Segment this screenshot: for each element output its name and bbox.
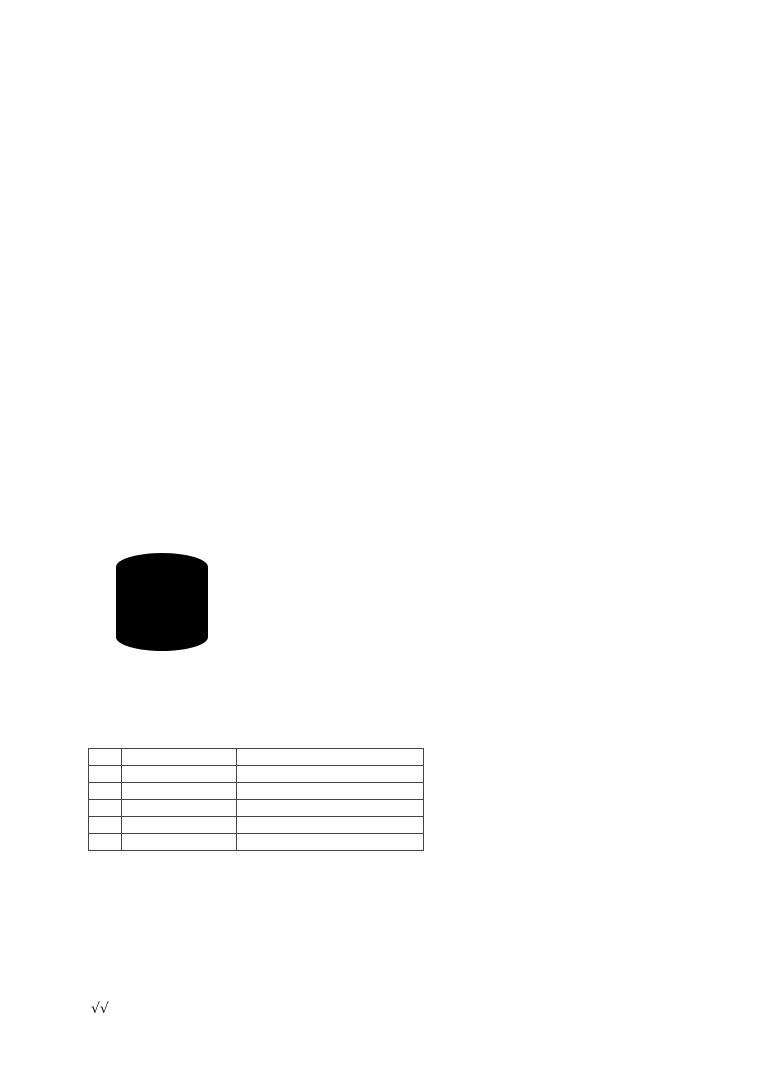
cell-no [89,766,122,783]
cell-no [89,834,122,851]
q5-b-expression: √√ [91,1001,109,1017]
cell-no [89,783,122,800]
table-row [89,834,424,851]
cylinder-top [116,553,208,581]
cell-alamat [237,834,424,851]
address-table [88,748,424,851]
q5-equation-a [91,926,98,948]
q5-equation-b [91,999,109,1019]
cell-alamat [237,766,424,783]
table-row [89,783,424,800]
cell-no [89,800,122,817]
table-row [89,817,424,834]
cell-nama [122,834,237,851]
cylinder-illustration [110,545,215,660]
table-row [89,766,424,783]
cell-alamat [237,783,424,800]
cell-nama [122,817,237,834]
cell-alamat [237,817,424,834]
cell-nama [122,800,237,817]
header-alamat [237,749,424,766]
header-no [89,749,122,766]
cell-nama [122,766,237,783]
cell-alamat [237,800,424,817]
header-nama [122,749,237,766]
table-row [89,800,424,817]
cell-no [89,817,122,834]
table-header-row [89,749,424,766]
cell-nama [122,783,237,800]
